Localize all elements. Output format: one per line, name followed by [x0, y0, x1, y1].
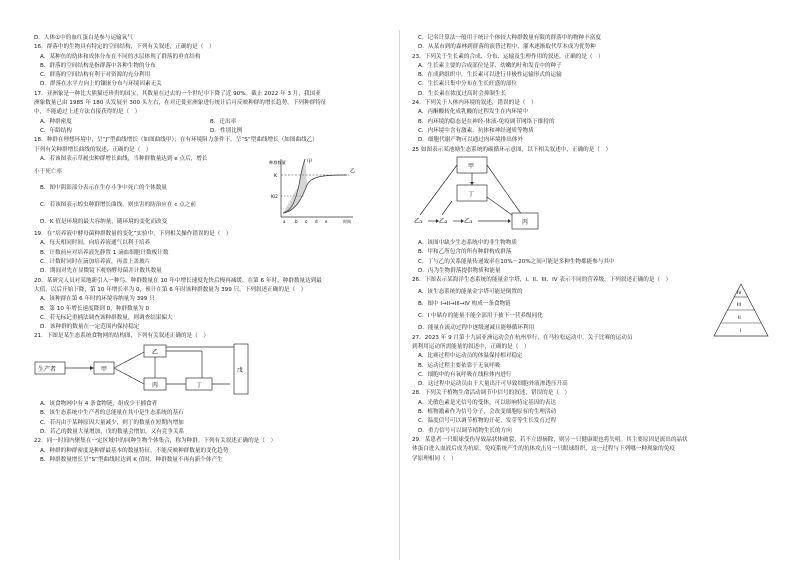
q24-option-d: D．细胞代谢产物可以通过内环境排出体外: [418, 137, 523, 144]
q17: [34, 90, 394, 136]
curve-shaded-area: [283, 159, 307, 213]
cc-jia: 甲: [468, 162, 475, 170]
q26-option-b: B．图中 I→II→III→IV 构成一条食物链: [418, 300, 511, 307]
q19-option-c: C．计数时同时在滴加培养液，再盖上盖玻片: [40, 259, 151, 266]
q22-option-b: B．种群数量增长呈“S”型曲线时达到 K 值时，种群数量不再有新个体产生: [40, 456, 223, 463]
q28-option-c: C．温度信号可以调节植物的开花、发芽等生长发育过程: [418, 418, 557, 425]
q16-option-a: A．某种鱼的幼体和成体分布在不同的水层体现了群落的垂直结构: [40, 53, 201, 60]
q18-option-d: D．K 值是环境的最大容纳量，随环境的变化而改变: [40, 219, 168, 226]
q22-option-c: C．记名计算法一般用于统计个体较大种群数量有限的群落中的物种丰富度: [418, 35, 601, 41]
q18-option-b: B．图中阴影部分表示在生存斗争中死亡的个体数量: [40, 185, 167, 192]
cc-y2: 乙₂: [439, 217, 448, 225]
curve-point-e: e: [325, 219, 328, 225]
q28-option-b: B．植物激素作为信号分子，会改变细胞原有的生理活动: [418, 409, 557, 416]
q28-option-d: D．重力信号可以调节植物生长的方向: [418, 427, 512, 434]
column-divider: [399, 30, 400, 560]
curve-yi-label: 乙: [350, 168, 356, 175]
cc-arrow-jia-y1: [420, 165, 457, 215]
fw-ding: 丁: [196, 381, 203, 389]
q19-option-b: B．计数前应对培养液先静置 1 滴血细胞计数板计数: [40, 249, 169, 256]
q18-option-a: A．若该图表示草履虫种群增长曲线，当种群数量达到 e 点后，增长: [40, 155, 208, 162]
q16-option-b: B．群落的空间结构是指群落中各种生物的分布: [40, 62, 156, 69]
q23: [412, 53, 772, 99]
q28-option-a: A．光敏色素是光信号的受体，可以影响特定基因的表达: [418, 399, 557, 406]
q25-option-a: A．该图中缺少生态系统中的非生物物质: [418, 240, 517, 247]
q17-option-c: C．年龄结构: [40, 127, 72, 134]
q16-stem: 16．群落中的生物具有特定的空间结构，下列有关叙述，正确的是（ ）: [34, 44, 215, 51]
fw-jia: 甲: [101, 365, 108, 373]
q29: [412, 436, 772, 464]
q21-option-b: B．该生态系统中生产者的总能量在其中是生态系统的基石: [40, 410, 184, 417]
pyramid-level-iii: III: [737, 303, 741, 309]
q24-option-c: C．内环境中含有激素、抗体和神经递质等物质: [418, 127, 534, 134]
q15-option-d: D．人体①中的血红蛋白是参与运输氧气: [34, 35, 133, 41]
q22-option-a: A．种群的种群密度是种群最基本的数量特征，不能反映种群数量的变化趋势: [40, 447, 229, 454]
q18-stem-1: 18．种群在理想环境中，呈“J”型曲线增长（如图曲线甲）；在有环境阻力条件下，呈“S”型曲线增长（如图曲线乙）: [34, 137, 318, 144]
q27-stem-1: 27．2023 年 9 月第十九届亚洲运动会在杭州举行，在马拉松运动中，关于比赛的运动员: [412, 334, 633, 341]
q16-option-d: D．群落在水平方向上的镶嵌分布与环境因素无关: [40, 81, 162, 88]
q26-stem: 26．下图表示某海洋生态系统的能量金字塔，I、II、III、IV 表示不同的营养级。下列叙述正确的是（ ）: [412, 277, 672, 284]
q17-options-row-2: [34, 127, 394, 136]
q25-option-b: B．甲和乙所包含的所有种群构成群落: [418, 249, 512, 256]
q24: [412, 99, 772, 145]
q20-option-a: A．该种群在第 6 年时的环境容纳量为 399 只: [40, 296, 155, 303]
population-growth-curve-figure: [269, 155, 359, 227]
q17-option-d: D．性别比例: [210, 127, 243, 134]
cc-bing: 丙: [522, 218, 529, 226]
fw-bing: 丙: [152, 381, 159, 389]
curve-point-d: d: [315, 219, 318, 225]
q27-option-b: B．运动过程主要依靠于无氧呼吸: [418, 362, 501, 369]
q26-option-c: C．I 中储存的能量不能全部用于被下一营养级同化: [418, 312, 543, 319]
q20-stem-2: 大值，以后开始下降，第 10 年增长率为 0，预计在第 6 年时该种群数量为 399 只，下列叙述正确的是（ ）: [34, 286, 307, 293]
q17-stem-2: 洲象数量已由 1985 年 180 头发展至 300 头左右，在对迁徙亚洲象进行统计后可反映种群的增长趋势。下列种群特征: [34, 100, 327, 107]
curve-point-b: b: [295, 219, 298, 225]
curve-point-a: a: [283, 219, 286, 225]
q20-stem-1: 20．某研究人员对某地新引入一种鸟，种群数量在 10 年中增长速度先快后慢再减缓，在第 6 年时，种群数量达到最: [34, 277, 322, 284]
q17-stem-3: 中，不能通过上述方法直接获得的是（ ）: [34, 109, 141, 116]
q22-option-d: D．从某市到的森林到群落的演替过程中，灌木逐渐取代草本成为优势种: [418, 44, 596, 51]
q25: [412, 146, 772, 277]
q29-stem-3: 学原理相同（ ）: [412, 455, 457, 462]
q20-option-b: B．第 10 年增长速度降到 0，种群数量为 0: [40, 305, 150, 312]
q18-stem-2: 下列有关种群增长曲线的叙述，正确的是（ ）: [34, 146, 152, 153]
q16: [34, 43, 394, 89]
cc-arrow-jia-bing: [487, 165, 522, 215]
q21-stem: 21．下图是某生态系统食物网的结构图，下列有关叙述正确的是（ ）: [34, 333, 209, 340]
fw-wu: 戊: [237, 366, 244, 374]
energy-pyramid-figure: [712, 282, 770, 338]
fw-arrow-3: [114, 368, 144, 384]
q19: [34, 230, 394, 276]
food-web-figure: [34, 342, 284, 396]
q25-option-c: C．丁与乙的关系能量传递效率在10%～20%之间可能是多种生物都能参与其中: [418, 258, 615, 265]
curve-point-c: c: [305, 219, 308, 225]
q17-options-row-1: [34, 118, 394, 127]
fw-arrow-2: [114, 352, 144, 368]
q27-option-a: A．比赛过程中运动员的体温保持相对稳定: [418, 353, 523, 360]
q18-option-c: C．若该图表示蝗虫种群增长曲线，则虫害的防治应在 c 点之前: [40, 202, 196, 209]
curve-k2-label: K/2: [271, 194, 278, 200]
curve-xlabel: 时间: [343, 219, 351, 225]
q26-option-d: D．能量在流动过程中逐级递减且能够循环利用: [418, 324, 535, 331]
q29-stem-2: 体蛋白进入血液后成为抗原，免疫系统产生的抗体攻击另一只眼球组织，这一过程与下列哪一种现象的免疫: [412, 446, 675, 453]
q21-option-a: A．该食物网中有 4 条食物链，组成少于捕食者: [40, 401, 158, 408]
q18-option-a-cont: 小于死亡率: [34, 169, 62, 176]
q24-option-a: A．丙酮酸转化成乳酸的过程发生在内环境中: [418, 109, 529, 116]
q26-option-a: A．该生态系统的能量金字塔可能是倒置的: [418, 288, 523, 295]
q22: [34, 437, 394, 465]
q21: [34, 332, 394, 437]
q28-stem: 28．下列关于植物生命活动调节中信号的叙述，错误的是（ ）: [412, 390, 571, 397]
pyramid-level-i: I: [740, 329, 742, 335]
q17-option-b: B．迁出率: [210, 118, 237, 125]
q25-stem: 25 如图表示某池塘生态系统的碳循环示意图，以下相关叙述中，正确的是（ ）: [412, 146, 612, 153]
q20-option-d: D．该种群的数量在一定范围内保持稳定: [40, 324, 140, 331]
q23-option-b: B．在成熟组织中，生长素可以进行非极性运输形式的运输: [418, 72, 562, 79]
q18: [34, 136, 394, 230]
q21-option-d: D．若乙的数量大量增加，戊的数量会增加，又有竞争关系: [40, 428, 185, 435]
q19-option-d: D．期间对先在显微镜下观察酵母菌并计数其数量: [40, 268, 162, 275]
right-column: [412, 34, 772, 464]
q20: [34, 277, 394, 333]
q22-stem: 22．同一时间内聚集在一定区域中的同种生物个体集合，称为种群。下列有关叙述正确的是（ ）: [34, 438, 277, 445]
q29-stem-1: 29．某患者一只眼球受伤导致晶状体破裂，若不立即摘除，则另一只健康眼也将失明。其主要原因是流出的晶状: [412, 436, 688, 443]
q23-stem: 23．下列关于生长素的合成、分布、运输及生理作用的叙述，正确的是（ ）: [412, 53, 604, 60]
q21-option-c: C．若丙由于某种原因大量减少，则丁的数量在短期内增加: [40, 419, 184, 426]
q17-option-a: A．种群密度: [40, 118, 72, 125]
cc-y3: 乙₃: [464, 217, 473, 225]
q25-option-d: D．丙为生物群落提供物质和能量: [418, 268, 501, 275]
q26: [412, 276, 772, 333]
q20-option-c: C．若无标记重捕法调查该种群数量，则调查结果偏大: [40, 314, 173, 321]
q23-option-c: C．生长素只集中分布在生长旺盛的部位: [418, 81, 518, 88]
q27: [412, 334, 772, 390]
pyramid-level-iv: IV: [737, 291, 742, 297]
fw-yi: 乙: [152, 348, 159, 356]
pyramid-level-ii: II: [738, 316, 741, 322]
curve-k-label: K: [274, 174, 277, 180]
left-column: [34, 34, 394, 465]
cc-ding: 丁: [468, 190, 475, 198]
q27-option-d: D．这过程中运动员由于大量出汗可导致细胞外液渗透压升高: [418, 381, 568, 388]
q27-stem-2: 到利用运动所需能量的叙述中，正确的是（ ）: [412, 343, 530, 350]
q27-option-c: C．细胞中的有氧呼吸在线粒体内进行: [418, 371, 512, 378]
carbon-cycle-figure: [412, 155, 572, 235]
q24-stem: 24．下列关于人体内环境的叙述，错误的是（ ）: [412, 100, 537, 107]
q23-option-a: A．生长素主要的合成部位是芽、幼嫩的叶和发育中的种子: [418, 62, 562, 69]
q19-option-a: A．每天相同时间，向培养液通气以利于培养: [40, 240, 151, 247]
curve-jia-label: 甲: [307, 159, 313, 166]
q19-stem: 19．在“培养液中酵母菌种群数量的变化”实验中，下列相关操作错误的是（ ）: [34, 231, 232, 238]
q17-stem-1: 17．亚洲象是一种比大熊猫还珍贵的国宝，其数量在过去的一个世纪中下降了近 90%。截止 2022 年 3 月，我国亚: [34, 90, 321, 97]
q28: [412, 389, 772, 435]
fw-producer: 生产者: [38, 365, 57, 373]
q24-option-b: B．内环境的稳态是在神经-体液-免疫调节网络下维持的: [418, 118, 555, 125]
q16-option-c: C．群落的空间结构有利于对资源的充分利用: [40, 72, 151, 79]
cc-y1: 乙₁: [414, 217, 423, 225]
curve-ylabel: 种群数量: [269, 160, 286, 166]
q23-option-d: D．生长素在浓度过高时会抑制生长: [418, 90, 507, 97]
